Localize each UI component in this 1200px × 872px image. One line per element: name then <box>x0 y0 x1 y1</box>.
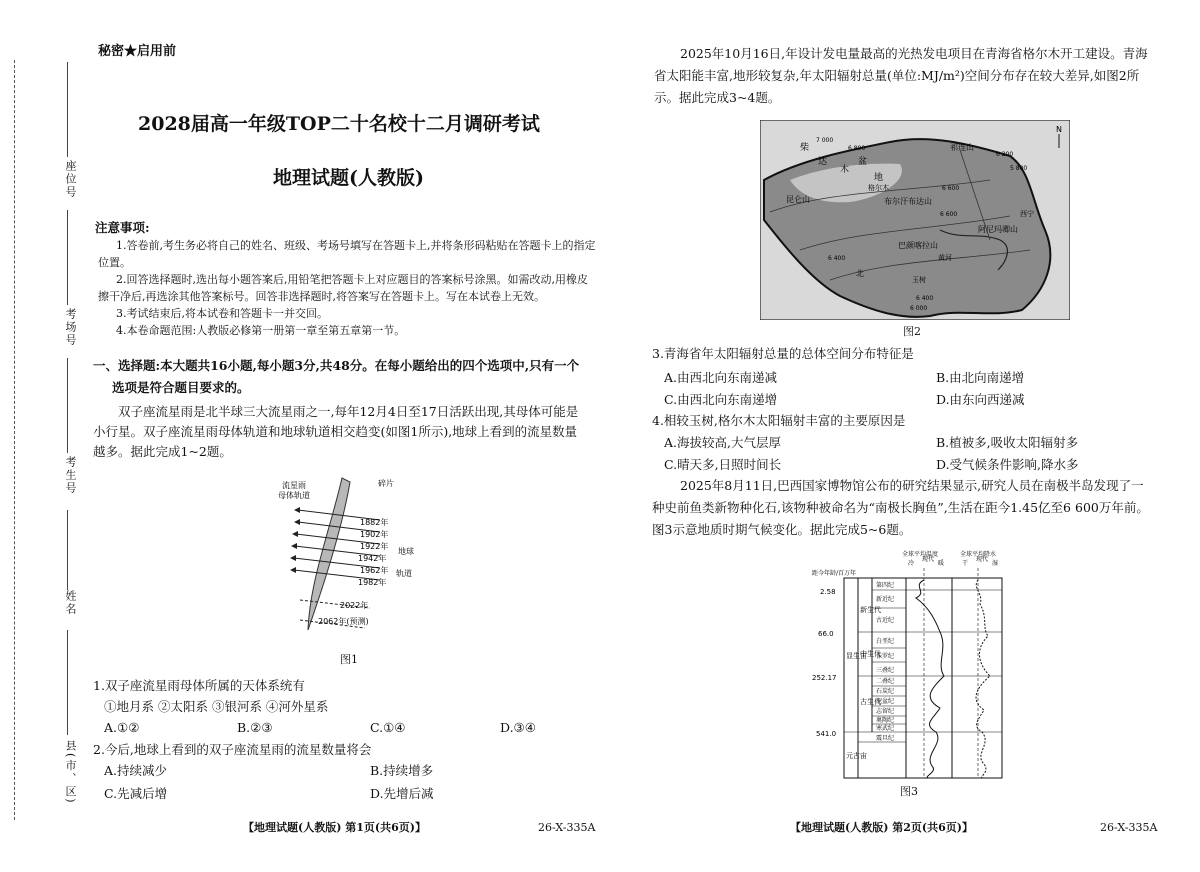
q2-option-b[interactable]: B.持续增多 <box>370 763 434 778</box>
notice-line: 1.答卷前,考生务必将自己的姓名、班级、考场号填写在答题卡上,并将条形码粘贴在答题卡上的指定 <box>116 239 596 252</box>
page-footer: 【地理试题(人教版) 第2页(共6页)】 <box>790 821 973 834</box>
era-label: 新生代 <box>860 606 881 614</box>
map-label: 北 <box>856 269 864 278</box>
map-label-xining: 西宁 <box>1020 210 1034 218</box>
intro-paragraph: 图3示意地质时期气候变化。据此完成5~6题。 <box>652 522 912 537</box>
map-label-golmud: 格尔木 <box>868 184 889 192</box>
q1-option-c[interactable]: C.①④ <box>370 720 406 735</box>
side-label-room: 考场号 <box>64 308 77 347</box>
side-label-name: 姓名 <box>64 590 77 616</box>
question-1-stem: 1.双子座流星雨母体所属的天体系统有 <box>93 678 305 693</box>
period-label: 侏罗纪 <box>876 653 895 660</box>
contour-value: 5 800 <box>1010 165 1028 172</box>
intro-paragraph: 种史前鱼类新物种化石,该物种被命名为“南极长胸鱼”,生活在距今1.45亿至6 600万年前。 <box>652 500 1149 515</box>
track-label: 轨道 <box>396 569 412 578</box>
q2-option-c[interactable]: C.先减后增 <box>104 786 168 801</box>
map-label: 达 <box>818 157 828 167</box>
question-1-items: ①地月系 ②太阳系 ③银河系 ④河外星系 <box>104 699 329 714</box>
side-label-seat: 座位号 <box>64 160 77 199</box>
q4-option-d[interactable]: D.受气候条件影响,降水多 <box>936 457 1079 472</box>
binding-line <box>67 210 68 305</box>
contour-value: 6 200 <box>996 151 1014 158</box>
age-label: 252.17 <box>812 674 837 682</box>
paper-code: 26-X-335A <box>1100 821 1158 834</box>
eon-label: 显生宙 <box>846 652 867 660</box>
orbit-arrowheads <box>290 507 300 573</box>
map-label-burhan: 布尔汗布达山 <box>884 197 932 206</box>
q1-option-a[interactable]: A.①② <box>104 720 140 735</box>
q2-option-d[interactable]: D.先增后减 <box>370 786 434 801</box>
question-4-stem: 4.相较玉树,格尔木太阳辐射丰富的主要原因是 <box>652 413 906 428</box>
era-label: 古生代 <box>860 698 881 706</box>
period-label: 寒武纪 <box>876 725 895 732</box>
period-label: 石炭纪 <box>876 688 895 695</box>
contour-value: 6 400 <box>916 295 934 302</box>
precip-header: 全球平均降水 <box>960 551 997 558</box>
binding-line <box>67 510 68 590</box>
intro-paragraph: 省太阳能丰富,地形较复杂,年太阳辐射总量(单位:MJ/m²)空间分布存在较大差异,如图2所 <box>654 68 1140 83</box>
age-label: 66.0 <box>818 630 834 638</box>
debris-label: 碎片 <box>378 479 394 488</box>
period-label: 第四纪 <box>876 582 895 589</box>
period-label: 白垩纪 <box>876 638 895 645</box>
year-label: 1882年 <box>360 518 389 527</box>
intro-paragraph: 2025年10月16日,年设计发电量最高的光热发电项目在青海省格尔木开工建设。青海 <box>680 46 1148 61</box>
eon-label: 元古宙 <box>846 752 867 760</box>
intro-paragraph: 示。据此完成3~4题。 <box>654 90 781 105</box>
map-label: 盆 <box>858 157 868 167</box>
page-footer: 【地理试题(人教版) 第1页(共6页)】 <box>243 821 426 834</box>
side-label-examno: 考生号 <box>64 456 77 495</box>
q2-option-a[interactable]: A.持续减少 <box>104 763 168 778</box>
q3-option-d[interactable]: D.由东向西递减 <box>936 392 1025 407</box>
binding-line <box>67 630 68 735</box>
q4-option-a[interactable]: A.海拔较高,大气层厚 <box>664 435 781 450</box>
notice-heading: 注意事项: <box>95 220 150 235</box>
exam-title: 2028届高一年级TOP二十名校十二月调研考试 <box>138 113 540 135</box>
intro-paragraph: 小行星。双子座流星雨母体轨道和地球轨道相交趋变(如图1所示),地球上看到的流星数量 <box>93 424 578 439</box>
year-label: 1942年 <box>358 554 387 563</box>
temperature-curve <box>916 580 944 778</box>
contour-value: 7 000 <box>816 137 834 144</box>
notice-line: 2.回答选择题时,选出每小题答案后,用铅笔把答题卡上对应题目的答案标号涂黑。如需改动,用橡皮 <box>116 273 588 286</box>
q4-option-b[interactable]: B.植被多,吸收太阳辐射多 <box>936 435 1079 450</box>
q1-option-b[interactable]: B.②③ <box>237 720 273 735</box>
q3-option-c[interactable]: C.由西北向东南递增 <box>664 392 778 407</box>
contour-value: 6 800 <box>848 145 866 152</box>
notice-line: 位置。 <box>98 256 131 269</box>
precip-scale-now: 现代 <box>976 556 989 563</box>
notice-line: 擦干净后,再选涂其他答案标号。回答非选择题时,将答案写在答题卡上。写在本试卷上无效。 <box>98 290 545 303</box>
period-label: 新近纪 <box>876 596 895 603</box>
year-label: 1902年 <box>360 530 389 539</box>
paper-code: 26-X-335A <box>538 821 596 834</box>
figure-2-caption: 图2 <box>903 325 921 338</box>
secret-mark: 秘密★启用前 <box>98 44 177 59</box>
figure-3-caption: 图3 <box>900 785 918 798</box>
cut-line <box>14 60 15 820</box>
q3-option-b[interactable]: B.由北向南递增 <box>936 370 1025 385</box>
contour-value: 6 000 <box>910 305 928 312</box>
map-label-qilian: 祁连山 <box>950 143 974 152</box>
orbit-label-1: 流星雨 <box>282 481 306 490</box>
section-heading-cont: 选项是符合题目要求的。 <box>112 380 250 395</box>
period-label: 奥陶纪 <box>876 717 895 724</box>
temp-header: 全球平均温度 <box>902 551 939 558</box>
period-label: 泥盆纪 <box>876 698 895 705</box>
north-arrow: N <box>1056 125 1062 134</box>
side-label-county: 县(市、区) <box>64 740 77 805</box>
figure-3-geologic-climate-chart <box>812 548 1022 782</box>
notice-line: 3.考试结束后,将本试卷和答题卡一并交回。 <box>116 307 328 320</box>
exam-subtitle: 地理试题(人教版) <box>273 167 424 189</box>
period-label: 震旦纪 <box>876 735 895 742</box>
intro-paragraph: 越多。据此完成1~2题。 <box>93 444 232 459</box>
contour-value: 6 600 <box>940 211 958 218</box>
age-label: 2.58 <box>820 588 836 596</box>
map-label-bayan: 巴颜喀拉山 <box>898 241 938 250</box>
precip-scale-dry: 干 <box>962 560 969 567</box>
precip-scale-wet: 湿 <box>992 560 999 567</box>
period-label: 三叠纪 <box>876 667 895 674</box>
age-label: 541.0 <box>816 730 837 738</box>
q3-option-a[interactable]: A.由西北向东南递减 <box>664 370 778 385</box>
map-label-anyemaqen: 阿尼玛卿山 <box>978 225 1018 234</box>
figure-2-qinghai-map <box>760 120 1070 320</box>
period-label: 二叠纪 <box>876 678 895 685</box>
year-label: 2022年 <box>340 601 369 610</box>
q4-option-c[interactable]: C.晴天多,日照时间长 <box>664 457 782 472</box>
q1-option-d[interactable]: D.③④ <box>500 720 536 735</box>
period-label: 古近纪 <box>876 617 895 624</box>
temp-scale-cold: 冷 <box>908 560 915 567</box>
period-label: 志留纪 <box>876 708 895 715</box>
earth-label: 地球 <box>398 547 414 556</box>
year-label: 2062年(预测) <box>318 617 369 626</box>
intro-paragraph: 双子座流星雨是北半球三大流星雨之一,每年12月4日至17日活跃出现,其母体可能是 <box>118 404 579 419</box>
question-2-stem: 2.今后,地球上看到的双子座流星雨的流星数量将会 <box>93 742 372 757</box>
intro-paragraph: 2025年8月11日,巴西国家博物馆公布的研究结果显示,研究人员在南极半岛发现了一 <box>680 478 1144 493</box>
binding-line <box>67 62 68 157</box>
map-label: 柴 <box>800 143 810 153</box>
orbit-label-2: 母体轨道 <box>278 491 310 500</box>
map-label: 地 <box>874 173 884 183</box>
age-header: 距今年龄/百万年 <box>812 570 857 577</box>
map-label-yellow-river: 黄河 <box>938 254 952 262</box>
year-label: 1922年 <box>360 542 389 551</box>
temp-scale-now: 现代 <box>922 556 935 563</box>
section-heading: 一、选择题:本大题共16小题,每小题3分,共48分。在每小题给出的四个选项中,只有一个 <box>93 358 580 373</box>
figure-1-orbit-diagram <box>270 470 440 650</box>
year-label: 1982年 <box>358 578 387 587</box>
question-3-stem: 3.青海省年太阳辐射总量的总体空间分布特征是 <box>652 346 914 361</box>
contour-value: 6 600 <box>942 185 960 192</box>
figure-1-caption: 图1 <box>340 653 358 666</box>
map-label: 木 <box>840 165 850 175</box>
temp-scale-warm: 暖 <box>938 560 945 567</box>
era-label: 中生代 <box>860 650 881 658</box>
map-label-kunlun: 昆仑山 <box>786 195 810 204</box>
notice-line: 4.本卷命题范围:人教版必修第一册第一章至第五章第一节。 <box>116 324 406 337</box>
year-label: 1962年 <box>360 566 389 575</box>
contour-value: 6 400 <box>828 255 846 262</box>
binding-line <box>67 358 68 453</box>
map-label-yushu: 玉树 <box>912 276 926 284</box>
